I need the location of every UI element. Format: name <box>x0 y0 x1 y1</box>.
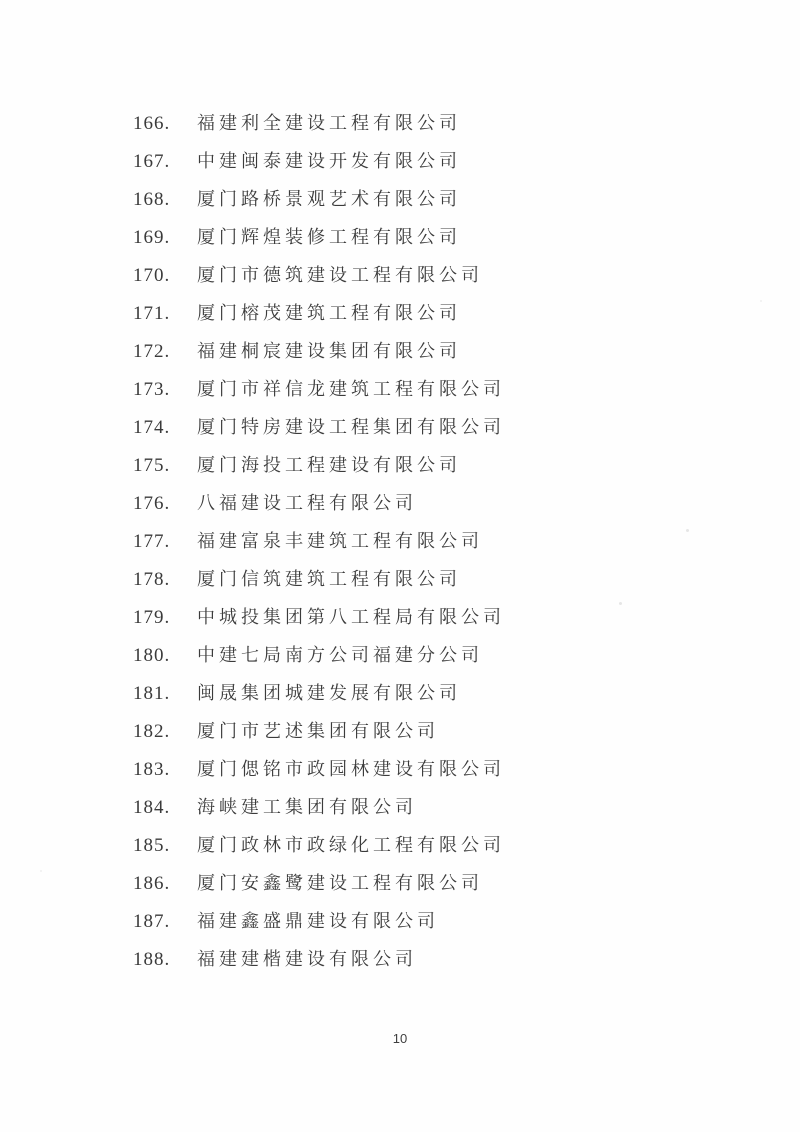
company-list <box>133 104 505 978</box>
list-item <box>133 408 505 446</box>
company-name: 福建利全建设工程有限公司 <box>197 113 461 133</box>
company-name: 中建七局南方公司福建分公司 <box>197 645 483 665</box>
scan-speck <box>760 300 762 302</box>
item-number: 166. <box>133 113 171 134</box>
company-name: 八福建设工程有限公司 <box>197 493 417 513</box>
company-name: 中建闽泰建设开发有限公司 <box>197 151 461 171</box>
company-name: 厦门市德筑建设工程有限公司 <box>197 265 483 285</box>
item-number: 173. <box>133 379 171 400</box>
item-number: 170. <box>133 265 171 286</box>
item-number: 176. <box>133 493 171 514</box>
list-item <box>133 940 505 978</box>
list-item <box>133 370 505 408</box>
item-number: 174. <box>133 417 171 438</box>
list-item <box>133 636 505 674</box>
item-number: 172. <box>133 341 171 362</box>
list-item <box>133 788 505 826</box>
company-name: 厦门榕茂建筑工程有限公司 <box>197 303 461 323</box>
company-name: 厦门海投工程建设有限公司 <box>197 455 461 475</box>
item-number: 178. <box>133 569 171 590</box>
company-name: 海峡建工集团有限公司 <box>197 797 417 817</box>
company-name: 福建建楷建设有限公司 <box>197 949 417 969</box>
list-item <box>133 332 505 370</box>
company-name: 厦门市艺述集团有限公司 <box>197 721 439 741</box>
list-item <box>133 180 505 218</box>
item-number: 177. <box>133 531 171 552</box>
list-item <box>133 218 505 256</box>
list-item <box>133 294 505 332</box>
company-name: 厦门偲铭市政园林建设有限公司 <box>197 759 505 779</box>
item-number: 182. <box>133 721 171 742</box>
page-number: 10 <box>392 1031 408 1046</box>
company-name: 厦门政林市政绿化工程有限公司 <box>197 835 505 855</box>
item-number: 171. <box>133 303 171 324</box>
list-item <box>133 864 505 902</box>
company-name: 福建富泉丰建筑工程有限公司 <box>197 531 483 551</box>
item-number: 181. <box>133 683 171 704</box>
list-item <box>133 560 505 598</box>
company-name: 厦门安鑫鹭建设工程有限公司 <box>197 873 483 893</box>
company-name: 中城投集团第八工程局有限公司 <box>197 607 505 627</box>
company-name: 厦门路桥景观艺术有限公司 <box>197 189 461 209</box>
company-name: 福建桐宸建设集团有限公司 <box>197 341 461 361</box>
list-item <box>133 674 505 712</box>
list-item <box>133 142 505 180</box>
item-number: 179. <box>133 607 171 628</box>
item-number: 187. <box>133 911 171 932</box>
list-item <box>133 446 505 484</box>
list-item <box>133 750 505 788</box>
list-item <box>133 598 505 636</box>
item-number: 185. <box>133 835 171 856</box>
list-item <box>133 104 505 142</box>
item-number: 186. <box>133 873 171 894</box>
list-item <box>133 902 505 940</box>
item-number: 168. <box>133 189 171 210</box>
list-item <box>133 826 505 864</box>
company-name: 厦门市祥信龙建筑工程有限公司 <box>197 379 505 399</box>
company-name: 福建鑫盛鼎建设有限公司 <box>197 911 439 931</box>
item-number: 169. <box>133 227 171 248</box>
company-name: 厦门特房建设工程集团有限公司 <box>197 417 505 437</box>
list-item <box>133 484 505 522</box>
item-number: 183. <box>133 759 171 780</box>
list-item <box>133 522 505 560</box>
item-number: 188. <box>133 949 171 970</box>
company-name: 厦门辉煌装修工程有限公司 <box>197 227 461 247</box>
company-name: 厦门信筑建筑工程有限公司 <box>197 569 461 589</box>
item-number: 167. <box>133 151 171 172</box>
company-name: 闽晟集团城建发展有限公司 <box>197 683 461 703</box>
list-item <box>133 256 505 294</box>
scan-speck <box>619 602 622 605</box>
list-item <box>133 712 505 750</box>
item-number: 184. <box>133 797 171 818</box>
scan-speck <box>40 870 42 872</box>
scan-speck <box>686 529 689 532</box>
item-number: 180. <box>133 645 171 666</box>
item-number: 175. <box>133 455 171 476</box>
